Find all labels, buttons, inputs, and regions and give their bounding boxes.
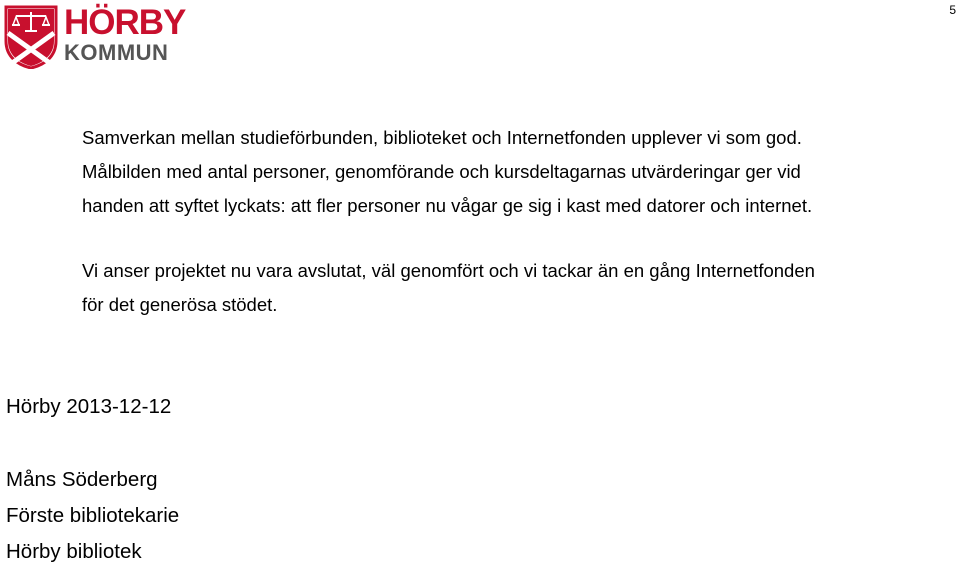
paragraph-conclusion [82, 254, 952, 322]
coat-of-arms-icon [4, 5, 58, 69]
place-date: Hörby 2013-12-12 [6, 395, 172, 418]
signatory-name: Måns Söderberg [6, 468, 158, 491]
logo-wordmark [64, 5, 185, 65]
municipality-logo [4, 3, 186, 71]
paragraph-line: Samverkan mellan studieförbunden, biblioteket och Internetfonden upplever vi som god. [82, 127, 802, 148]
signatory-organization: Hörby bibliotek [6, 540, 142, 563]
page-number: 5 [949, 3, 956, 17]
paragraph-line: handen att syftet lyckats: att fler personer nu vågar ge sig i kast med datorer och internet. [82, 195, 813, 216]
signatory-title: Förste bibliotekarie [6, 504, 180, 527]
paragraph-line: för det generösa stödet. [82, 294, 278, 315]
paragraph-line: Målbilden med antal personer, genomförande och kursdeltagarnas utvärderingar ger vid [82, 161, 801, 182]
logo-subtitle: KOMMUN [64, 40, 169, 65]
logo-name: HÖRBY [64, 3, 186, 42]
paragraph-evaluation [82, 121, 952, 223]
paragraph-line: Vi anser projektet nu vara avslutat, väl genomfört och vi tackar än en gång Internetfonden [82, 260, 815, 281]
